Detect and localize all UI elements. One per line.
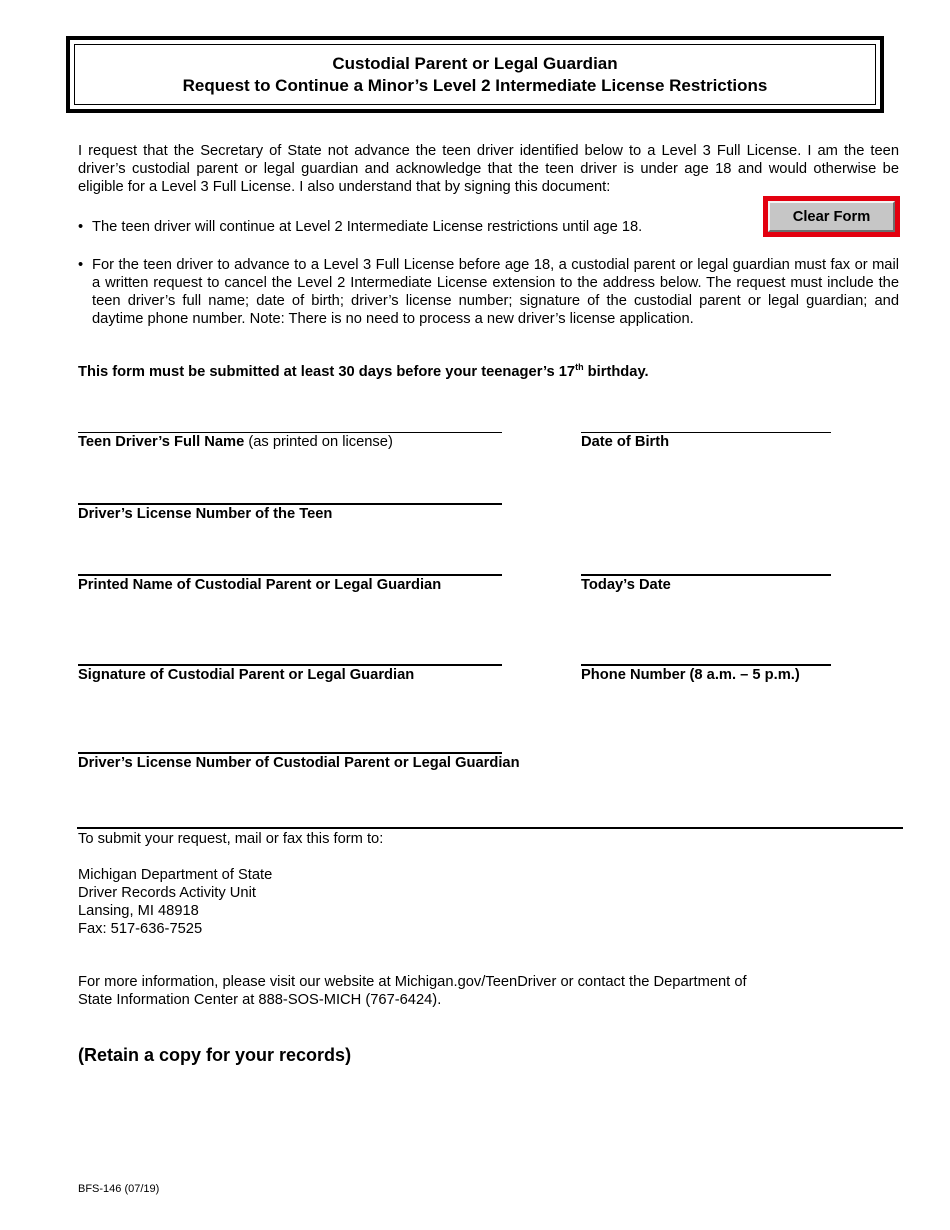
bullet-icon: • [78,257,84,273]
intro-paragraph: I request that the Secretary of State not advance the teen driver identified below to a Level 3 Full License. I am the teen driver’s custodial parent or legal guardian and acknowledge that the teen driver is under age 18 and would otherwise be eligible for a Level 3 Full License. I also understand that by signing this document: [78,143,899,195]
phone-number-label: Phone Number (8 a.m. – 5 p.m.) [581,667,800,683]
address-line: Michigan Department of State [78,867,273,883]
deadline-prefix: This form must be submitted at least 30 days before your teenager’s 17 [78,364,576,380]
todays-date-label: Today’s Date [581,577,671,593]
teen-name-field[interactable] [78,432,502,433]
guardian-name-label: Printed Name of Custodial Parent or Legal Guardian [78,577,442,593]
submit-instructions: To submit your request, mail or fax this form to: [78,831,384,847]
more-info-line1: For more information, please visit our website at Michigan.gov/TeenDriver or contact the Department of [78,974,747,990]
address-line: Lansing, MI 48918 [78,903,199,919]
retain-copy-note: (Retain a copy for your records) [78,1045,352,1065]
bullet-icon: • [78,219,84,235]
deadline-notice [78,362,649,380]
teen-name-label-text: Teen Driver’s Full Name [78,434,245,450]
form-number: BFS-146 (07/19) [78,1183,160,1195]
deadline-superscript: th [575,362,584,372]
guardian-signature-label: Signature of Custodial Parent or Legal Guardian [78,667,415,683]
teen-name-label-note: (as printed on license) [244,434,393,450]
date-of-birth-field[interactable] [581,432,831,433]
guardian-license-field[interactable] [78,752,502,754]
guardian-name-field[interactable] [78,574,502,576]
form-title-line2: Request to Continue a Minor’s Level 2 Intermediate License Restrictions [182,76,768,95]
deadline-suffix: birthday. [583,364,649,380]
section-divider [77,827,903,829]
teen-name-label [78,434,393,450]
teen-license-label: Driver’s License Number of the Teen [78,506,333,522]
bullet-text: For the teen driver to advance to a Level 3 Full License before age 18, a custodial parent or legal guardian must fax or mail a written request to cancel the Level 2 Intermediate License extension to the address below. The request must include the teen driver’s full name; date of birth; driver’s license number; signature of the custodial parent or legal guardian; and daytime phone number. Note: There is no need to process a new driver’s license application. [92,257,899,327]
more-info-line2: State Information Center at 888-SOS-MICH (767-6424). [78,992,442,1008]
address-line: Fax: 517-636-7525 [78,921,203,937]
form-title-inner [74,44,876,105]
date-of-birth-label: Date of Birth [581,434,670,450]
guardian-signature-field[interactable] [78,664,502,666]
clear-form-button[interactable]: Clear Form [768,201,895,232]
guardian-license-label: Driver’s License Number of Custodial Parent or Legal Guardian [78,755,520,771]
phone-number-field[interactable] [581,664,831,666]
address-line: Driver Records Activity Unit [78,885,256,901]
form-title-box [66,36,884,113]
form-title-line1: Custodial Parent or Legal Guardian [332,54,618,73]
bullet-text: The teen driver will continue at Level 2 Intermediate License restrictions until age 18. [92,219,643,235]
teen-license-field[interactable] [78,503,502,505]
todays-date-field[interactable] [581,574,831,576]
